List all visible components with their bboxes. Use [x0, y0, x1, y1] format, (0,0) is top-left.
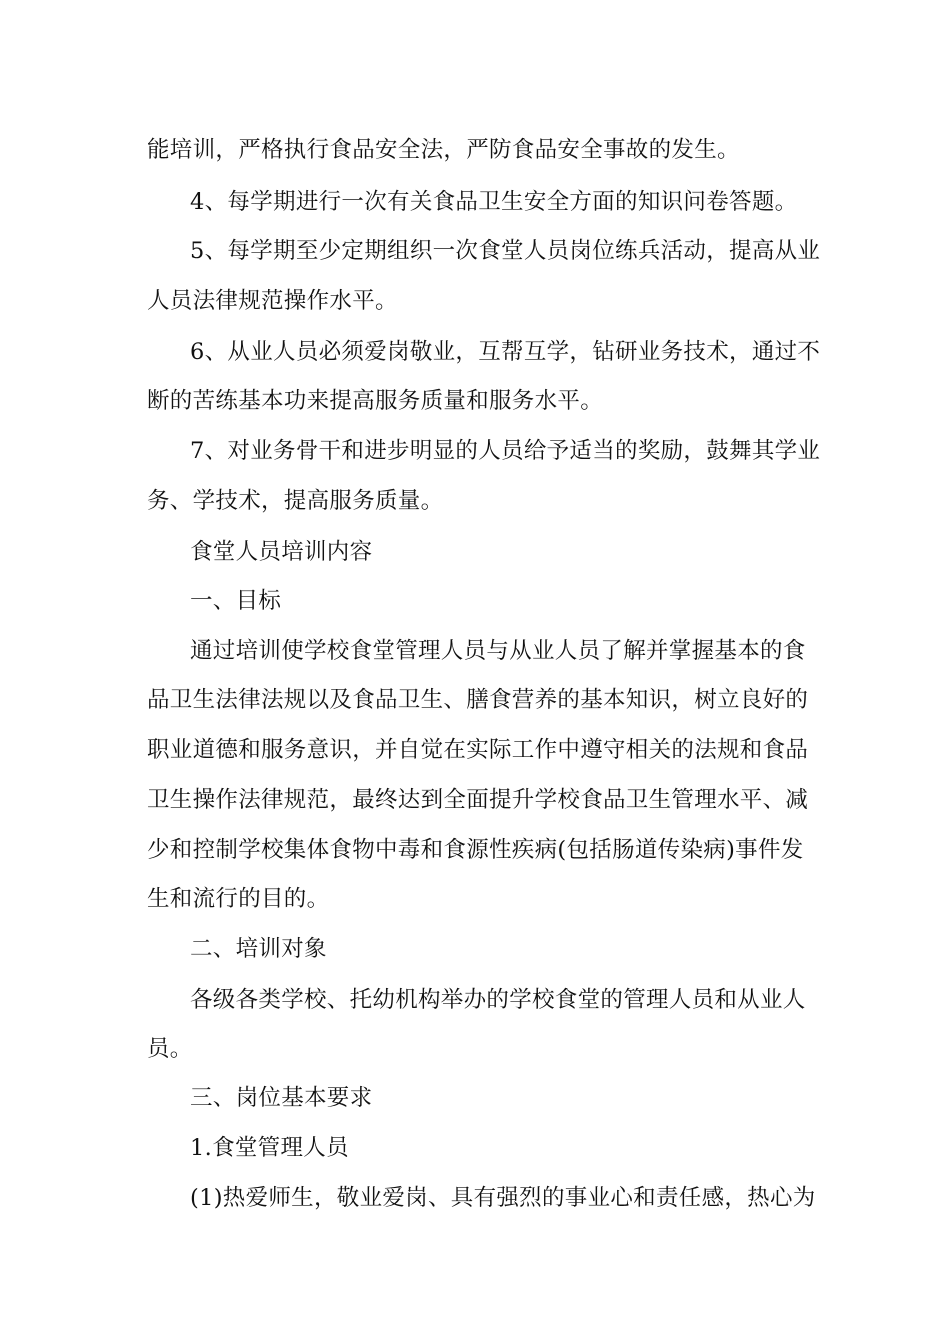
section-heading: 二、培训对象: [190, 936, 327, 962]
text-line: 卫生操作法律规范，最终达到全面提升学校食品卫生管理水平、减: [147, 787, 809, 813]
section-heading: 一、目标: [190, 588, 282, 614]
text-line: (1)热爱师生，敬业爱岗、具有强烈的事业心和责任感，热心为: [190, 1185, 816, 1211]
text-line: 品卫生法律法规以及食品卫生、膳食营养的基本知识，树立良好的: [147, 687, 809, 713]
text-line: 通过培训使学校食堂管理人员与从业人员了解并掌握基本的食: [190, 638, 806, 664]
text-line: 5、每学期至少定期组织一次食堂人员岗位练兵活动，提高从业: [190, 238, 821, 264]
text-line: 7、对业务骨干和进步明显的人员给予适当的奖励，鼓舞其学业: [190, 438, 821, 464]
text-line: 职业道德和服务意识，并自觉在实际工作中遵守相关的法规和食品: [147, 737, 809, 763]
text-line: 务、学技术，提高服务质量。: [147, 488, 444, 514]
text-line: 生和流行的目的。: [147, 886, 330, 912]
text-line: 员。: [147, 1036, 193, 1062]
subsection-heading: 1.食堂管理人员: [190, 1135, 349, 1161]
text-line: 少和控制学校集体食物中毒和食源性疾病(包括肠道传染病)事件发: [147, 837, 804, 863]
text-line: 断的苦练基本功来提高服务质量和服务水平。: [147, 388, 604, 414]
text-line: 4、每学期进行一次有关食品卫生安全方面的知识问卷答题。: [190, 189, 798, 215]
text-line: 各级各类学校、托幼机构举办的学校食堂的管理人员和从业人: [190, 987, 806, 1013]
section-heading: 三、岗位基本要求: [190, 1085, 373, 1111]
text-line: 人员法律规范操作水平。: [147, 288, 398, 314]
section-heading: 食堂人员培训内容: [190, 539, 373, 565]
text-line: 6、从业人员必须爱岗敬业，互帮互学，钻研业务技术，通过不: [190, 339, 821, 365]
text-line: 能培训，严格执行食品安全法，严防食品安全事故的发生。: [147, 137, 740, 163]
